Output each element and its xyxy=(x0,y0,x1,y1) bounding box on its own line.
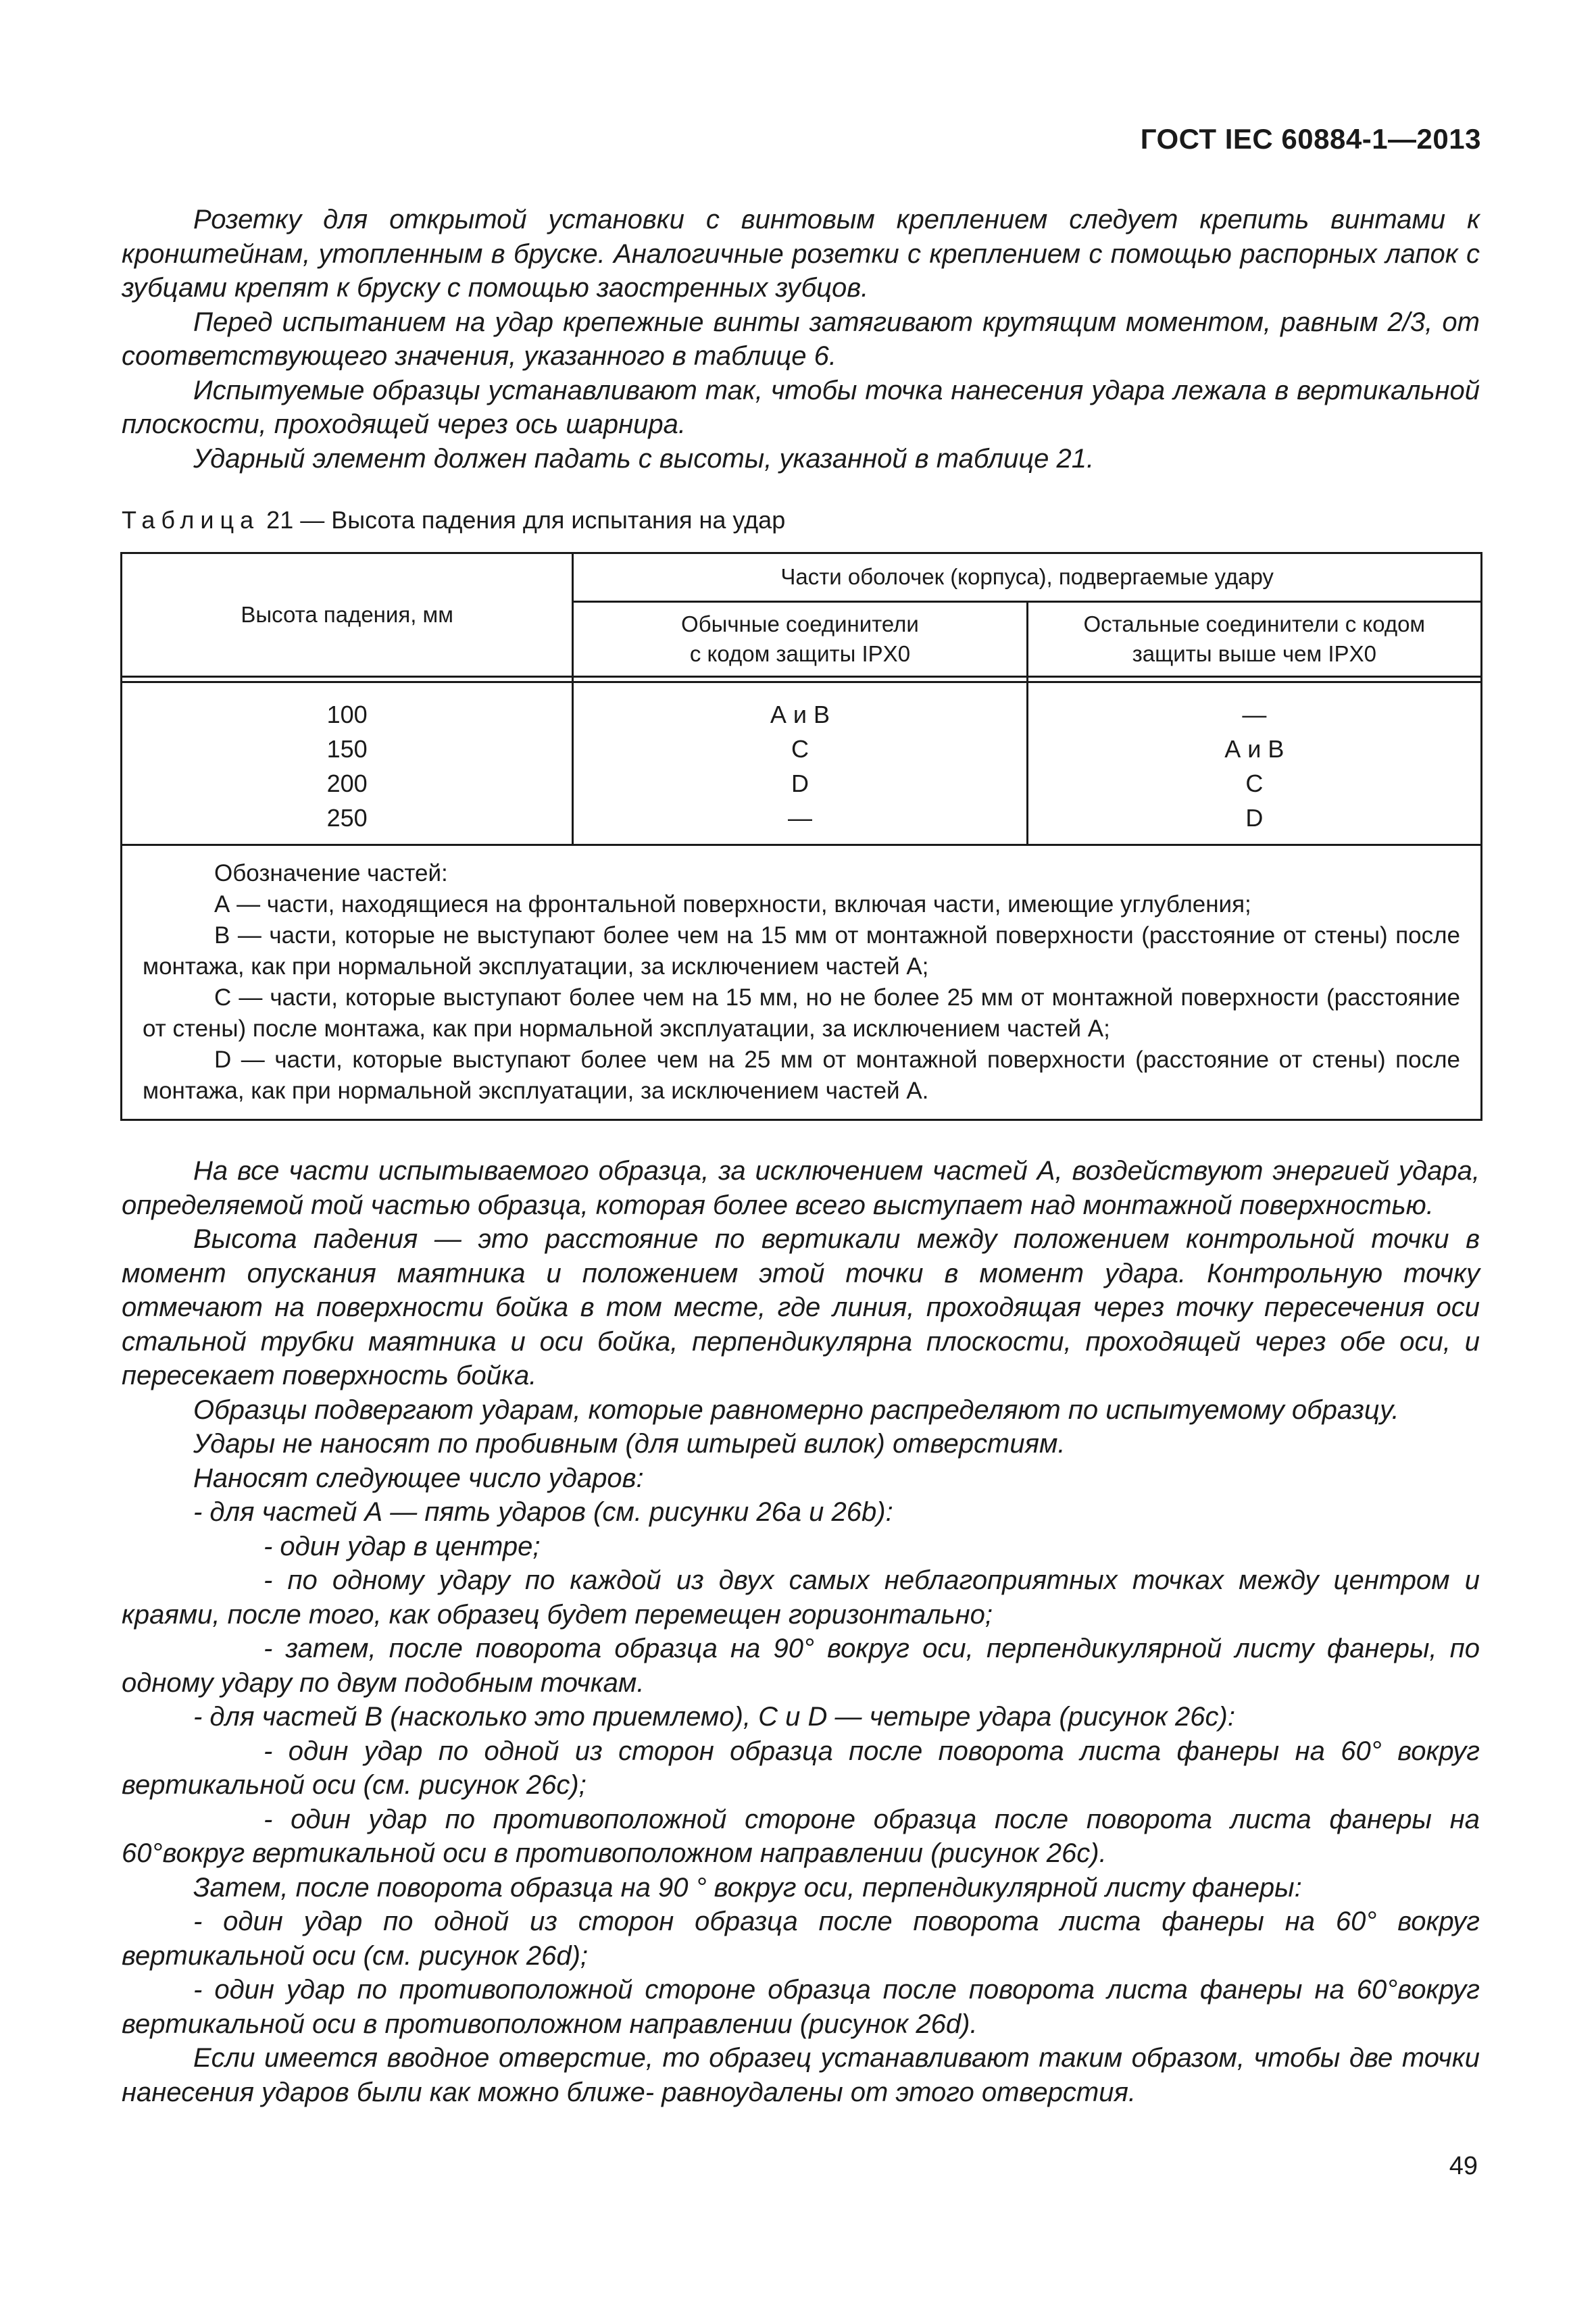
table-cell: 200 xyxy=(326,770,368,797)
list-item: - для частей В (насколько это приемлемо), С и D — четыре удара (рисунок 26с): xyxy=(193,1702,1235,1732)
intro-paragraph: Розетку для открытой установки с винтовым креплением следует крепить винтами к кронштейнам, утопленным в бруске. Аналогичные розетки с креплением с помощью распорных лапок с зубцами крепят к бруску с помощью заостренных зубцов. xyxy=(122,205,1480,303)
table-caption xyxy=(122,505,785,535)
table-cell: А и В xyxy=(770,701,830,728)
col-group-header: Части оболочек (корпуса), подвергаемые удару xyxy=(573,553,1482,602)
table-caption-text: 21 — Высота падения для испытания на удар xyxy=(266,506,786,534)
body-text xyxy=(122,1154,1480,2109)
table-cell: 150 xyxy=(326,735,368,763)
document-code: ГОСТ IEC 60884-1—2013 xyxy=(1140,123,1481,155)
list-item: - затем, после поворота образца на 90° вокруг оси, перпендикулярной листу фанеры, по одному удару по двум подобным точкам. xyxy=(122,1634,1480,1698)
table-cell: D xyxy=(791,770,809,797)
paragraph: Если имеется вводное отверстие, то образец устанавливают таким образом, чтобы две точки нанесения ударов были как можно ближе- равноудалены от этого отверстия. xyxy=(122,2043,1480,2107)
paragraph: Затем, после поворота образца на 90 ° вокруг оси, перпендикулярной листу фанеры: xyxy=(193,1872,1302,1903)
note-item: D — части, которые выступают более чем на 25 мм от монтажной поверхности (расстояние от стены) после монтажа, как при нормальной эксплуатации, за исключением частей А. xyxy=(143,1047,1460,1104)
table-cell: 250 xyxy=(326,804,368,832)
header-separator xyxy=(122,677,1482,682)
intro-paragraph: Испытуемые образцы устанавливают так, чтобы точка нанесения удара лежала в вертикальной плоскости, проходящей через ось шарнира. xyxy=(122,375,1480,439)
note-item: С — части, которые выступают более чем на 15 мм, но не более 25 мм от монтажной поверхности (расстояние от стены) после монтажа, как при нормальной эксплуатации, за исключением частей А; xyxy=(143,984,1460,1042)
header-line: защиты выше чем IPX0 xyxy=(1132,640,1376,666)
list-item: - один удар в центре; xyxy=(264,1531,541,1561)
list-item: - один удар по противоположной стороне образца после поворота листа фанеры на 60°вокруг вертикальной оси в противоположном направлении (рисунок 26d). xyxy=(122,1975,1480,2039)
list-item: - для частей А — пять ударов (см. рисунки 26а и 26b): xyxy=(193,1497,893,1527)
paragraph: Высота падения — это расстояние по вертикали между положением контрольной точки в момент опускания маятника и положением этой точки в момент удара. Контрольную точку отмечают на поверхности бойка в том месте, где линия, проходящая через точку пересечения оси стальной трубки маятника и оси бойка, перпендикулярна плоскости, проходящей через обе оси, и пересекает поверхность бойка. xyxy=(122,1224,1480,1390)
table-caption-word: Таблица xyxy=(122,506,260,534)
header-line: Обычные соединители xyxy=(681,611,919,636)
table-cell: — xyxy=(787,804,812,832)
page-number: 49 xyxy=(1449,2152,1478,2180)
separator-cell xyxy=(573,677,1027,682)
list-item: - один удар по одной из сторон образца после поворота листа фанеры на 60° вокруг вертикальной оси (см. рисунок 26d); xyxy=(122,1907,1480,1971)
column-heights xyxy=(122,682,573,845)
col-header-height: Высота падения, мм xyxy=(122,553,573,677)
paragraph: Образцы подвергают ударам, которые равномерно распределяют по испытуемому образцу. xyxy=(193,1394,1399,1425)
table-cell: С xyxy=(1245,770,1264,797)
header-line: с кодом защиты IPX0 xyxy=(689,640,911,666)
intro-text xyxy=(122,203,1480,476)
table-cell: С xyxy=(791,735,809,763)
col-header-ordinary xyxy=(573,601,1027,676)
separator-cell xyxy=(1027,677,1481,682)
intro-paragraph: Ударный элемент должен падать с высоты, указанной в таблице 21. xyxy=(193,443,1095,474)
table-cell: 100 xyxy=(326,701,368,728)
paragraph: Удары не наносят по пробивным (для штырей вилок) отверстиям. xyxy=(193,1429,1066,1459)
table-notes xyxy=(122,845,1482,1120)
intro-paragraph: Перед испытанием на удар крепежные винты затягивают крутящим моментом, равным 2/3, от соответствующего значения, указанного в таблице 6. xyxy=(122,307,1480,371)
table-cell: — xyxy=(1242,701,1267,728)
notes-title: Обозначение частей: xyxy=(214,860,448,886)
list-item: - по одному удару по каждой из двух самых неблагоприятных точках между центром и краями, после того, как образец будет перемещен горизонтально; xyxy=(122,1565,1480,1630)
col-header-other xyxy=(1027,601,1481,676)
paragraph: Наносят следующее число ударов: xyxy=(193,1463,644,1493)
paragraph: На все части испытываемого образца, за исключением частей А, воздействуют энергией удара, определяемой той частью образца, которая более всего выступает над монтажной поверхностью. xyxy=(122,1156,1480,1220)
note-item: В — части, которые не выступают более чем на 15 мм от монтажной поверхности (расстояние от стены) после монтажа, как при нормальной эксплуатации, за исключением частей А; xyxy=(143,922,1460,980)
table-cell: А и В xyxy=(1224,735,1285,763)
note-item: А — части, находящиеся на фронтальной поверхности, включая части, имеющие углубления; xyxy=(214,891,1251,917)
separator-cell xyxy=(122,677,573,682)
column-ordinary xyxy=(573,682,1027,845)
table-21 xyxy=(120,552,1482,1121)
table-cell: D xyxy=(1245,804,1264,832)
list-item: - один удар по противоположной стороне образца после поворота листа фанеры на 60°вокруг вертикальной оси в противоположном направлении (рисунок 26с). xyxy=(122,1804,1480,1868)
header-line: Остальные соединители с кодом xyxy=(1083,611,1426,636)
column-other xyxy=(1027,682,1481,845)
list-item: - один удар по одной из сторон образца после поворота листа фанеры на 60° вокруг вертикальной оси (см. рисунок 26с); xyxy=(122,1736,1480,1800)
